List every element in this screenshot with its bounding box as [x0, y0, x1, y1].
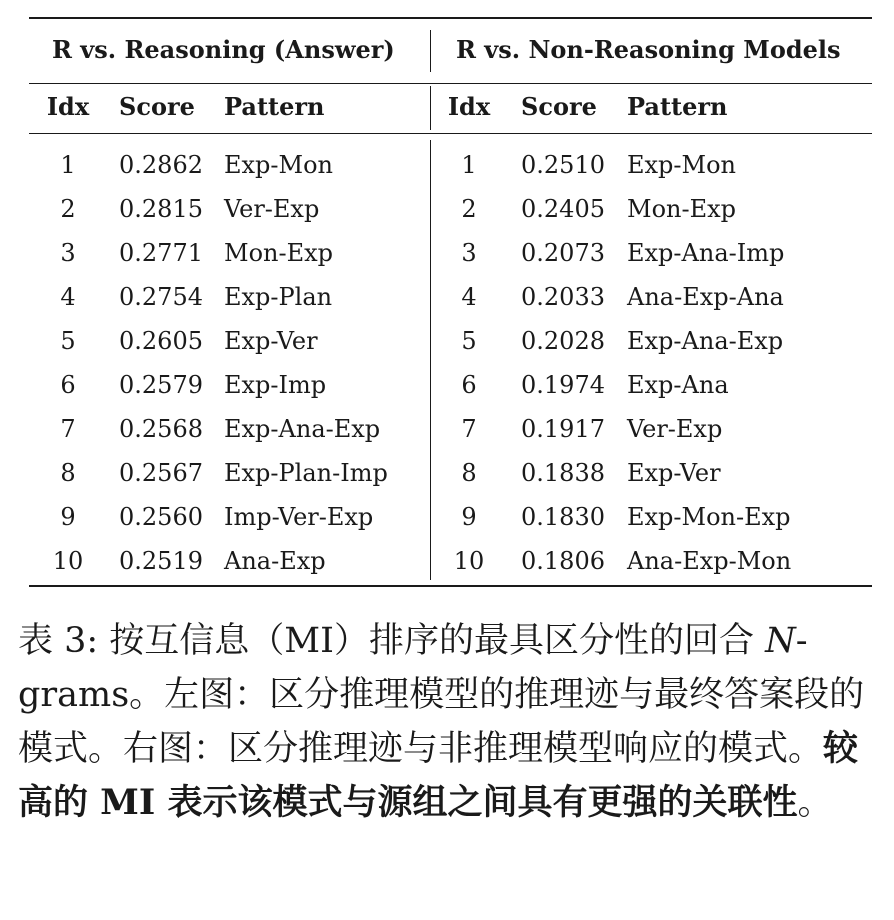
left-row-idx: 7 [60, 415, 76, 443]
left-row-score: 0.2519 [119, 547, 203, 575]
divider-body [430, 140, 431, 580]
right-row-idx: 2 [461, 195, 477, 223]
right-row-score: 0.1838 [521, 459, 605, 487]
right-row-score: 0.2073 [521, 239, 605, 267]
right-row-idx: 7 [461, 415, 477, 443]
right-row-score: 0.1830 [521, 503, 605, 531]
right-score-header: Score [521, 92, 597, 121]
right-row-pattern: Mon-Exp [627, 195, 737, 223]
left-row-idx: 2 [60, 195, 76, 223]
caption-bold: 较高的 MI 表示该模式与源组之间具有更强的关联性 [18, 728, 859, 823]
left-row-score: 0.2560 [119, 503, 203, 531]
caption-lead: 表 3: 按互信息（MI）排序的最具区分性的回合 [18, 621, 766, 661]
left-row-idx: 3 [60, 239, 76, 267]
caption-end: 。 [797, 783, 833, 823]
right-row-pattern: Exp-Ana-Exp [627, 327, 784, 355]
right-row-score: 0.2028 [521, 327, 605, 355]
left-row-pattern: Exp-Plan-Imp [224, 459, 388, 487]
column-header-rule [29, 133, 872, 134]
left-row-score: 0.2579 [119, 371, 203, 399]
caption-n-symbol: N [765, 621, 796, 661]
table-caption [18, 614, 878, 830]
right-row-idx: 4 [461, 283, 477, 311]
right-row-idx: 8 [461, 459, 477, 487]
right-row-score: 0.1974 [521, 371, 605, 399]
left-row-score: 0.2754 [119, 283, 203, 311]
left-row-score: 0.2862 [119, 151, 203, 179]
right-row-pattern: Exp-Mon-Exp [627, 503, 791, 531]
right-row-score: 0.2510 [521, 151, 605, 179]
left-row-pattern: Exp-Mon [224, 151, 334, 179]
right-row-pattern: Exp-Ana-Imp [627, 239, 785, 267]
right-group-title: R vs. Non-Reasoning Models [456, 35, 841, 64]
divider-group-header [430, 30, 431, 72]
right-idx-header: Idx [447, 92, 491, 121]
left-row-idx: 4 [60, 283, 76, 311]
right-row-score: 0.1917 [521, 415, 605, 443]
right-row-pattern: Ana-Exp-Ana [627, 283, 784, 311]
right-row-pattern: Exp-Ana [627, 371, 729, 399]
right-row-score: 0.2405 [521, 195, 605, 223]
caption-body: -grams。左图：区分推理模型的推理迹与最终答案段的模式。右图：区分推理迹与非推理模型响应的模式。 [18, 621, 865, 769]
left-row-score: 0.2567 [119, 459, 203, 487]
left-row-idx: 6 [60, 371, 76, 399]
right-row-idx: 5 [461, 327, 477, 355]
right-row-pattern: Exp-Ver [627, 459, 721, 487]
left-row-idx: 8 [60, 459, 76, 487]
left-row-idx: 9 [60, 503, 76, 531]
left-row-idx: 5 [60, 327, 76, 355]
right-row-idx: 1 [461, 151, 477, 179]
left-row-pattern: Exp-Imp [224, 371, 327, 399]
left-row-pattern: Mon-Exp [224, 239, 334, 267]
right-row-score: 0.2033 [521, 283, 605, 311]
left-row-pattern: Imp-Ver-Exp [224, 503, 374, 531]
right-row-pattern: Exp-Mon [627, 151, 737, 179]
left-row-pattern: Ana-Exp [224, 547, 326, 575]
right-row-idx: 6 [461, 371, 477, 399]
left-row-idx: 1 [60, 151, 76, 179]
left-row-score: 0.2815 [119, 195, 203, 223]
right-row-score: 0.1806 [521, 547, 605, 575]
left-row-score: 0.2605 [119, 327, 203, 355]
top-rule [29, 17, 872, 19]
left-group-title: R vs. Reasoning (Answer) [52, 35, 395, 64]
right-row-pattern: Ver-Exp [627, 415, 723, 443]
bottom-rule [29, 585, 872, 587]
group-header-rule [29, 83, 872, 84]
left-pattern-header: Pattern [224, 92, 325, 121]
divider-column-header [430, 86, 431, 130]
left-row-pattern: Exp-Ver [224, 327, 318, 355]
left-row-score: 0.2568 [119, 415, 203, 443]
right-row-idx: 3 [461, 239, 477, 267]
left-row-idx: 10 [52, 547, 84, 575]
left-score-header: Score [119, 92, 195, 121]
left-row-pattern: Ver-Exp [224, 195, 320, 223]
left-row-pattern: Exp-Ana-Exp [224, 415, 381, 443]
right-row-idx: 9 [461, 503, 477, 531]
left-row-score: 0.2771 [119, 239, 203, 267]
left-idx-header: Idx [46, 92, 90, 121]
right-row-idx: 10 [453, 547, 485, 575]
left-row-pattern: Exp-Plan [224, 283, 333, 311]
right-pattern-header: Pattern [627, 92, 728, 121]
right-row-pattern: Ana-Exp-Mon [627, 547, 792, 575]
